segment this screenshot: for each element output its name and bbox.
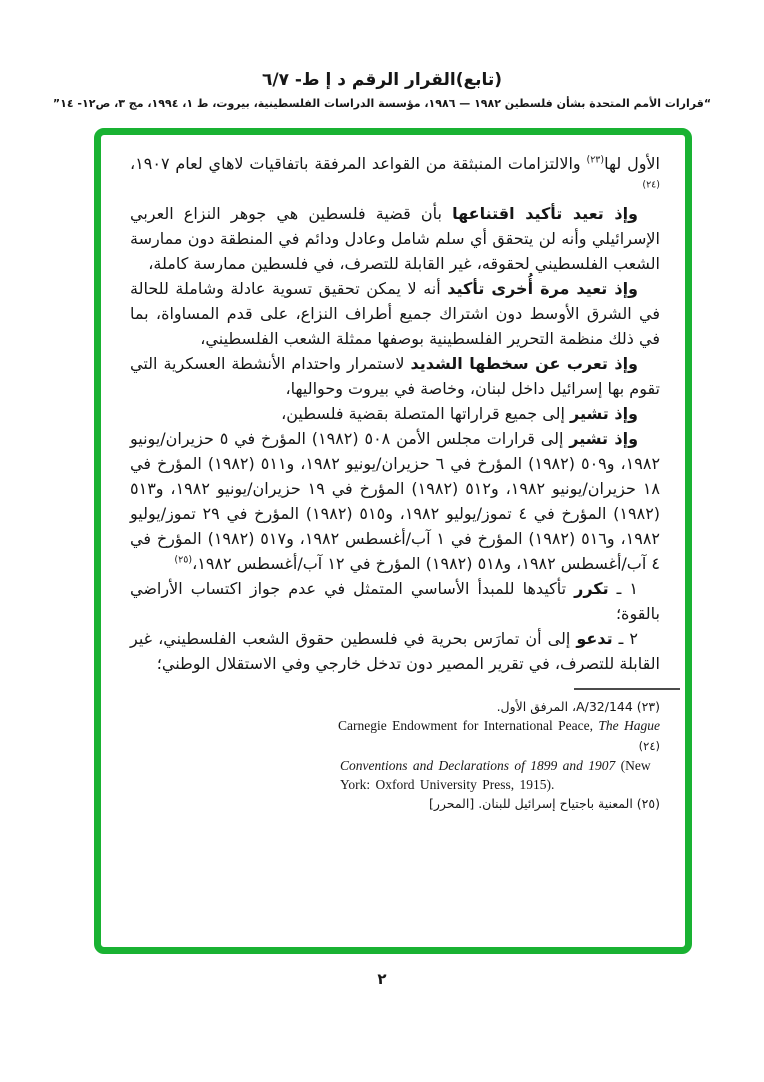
source-citation: “قرارات الأمم المتحدة بشأن فلسطين ١٩٨٢ — ١٩٨٦، مؤسسة الدراسات الفلسطينية، بيروت، ط ١، ١٩٩٤، مج ٣، ص١٢- ١٤”: [52, 97, 712, 110]
footnote-24: [320, 716, 660, 794]
footnote-marker: (٢٤): [638, 739, 660, 753]
footnote-ref-23: (٢٣): [586, 154, 605, 166]
citation-text: (New: [615, 758, 651, 773]
resolution-title: (تابع)القرار الرقم د إ ط- ٦/٧: [261, 70, 502, 90]
page-number: ٢: [377, 970, 387, 988]
footnote-23: [130, 697, 660, 716]
footnote-separator: [574, 688, 680, 690]
footnote-citation-line: York: Oxford University Press, 1915).: [340, 777, 555, 792]
paragraph-preambular: [130, 201, 660, 276]
para-number: ١ ـ: [608, 579, 639, 598]
footnote-citation-line: [320, 716, 660, 756]
para-lead: وإذ تعيد تأكيد اقتناعها: [452, 204, 638, 223]
citation-title: Conventions and Declarations of 1899 and 1907: [340, 758, 616, 773]
para-text: تأكيدها للمبدأ الأساسي المتمثل في عدم جواز اكتساب الأراضي بالقوة؛: [130, 579, 660, 623]
para-text: إلى أن تمارَس بحرية في فلسطين حقوق الشعب الفلسطيني، غير القابلة للتصرف، في تقرير المصير دون تدخل خارجي وفي الاستقلال الوطني؛: [130, 629, 660, 673]
para-text: إلى قرارات مجلس الأمن ٥٠٨ (١٩٨٢) المؤرخ في ٥ حزيران/يونيو ١٩٨٢، و٥٠٩ (١٩٨٢) المؤرخ في ٦ حزيران/يونيو ١٩٨٢، و٥١١ (١٩٨٢) المؤرخ في ١٨ حزيران/يونيو ١٩٨٢، و٥١٢ (١٩٨٢) المؤرخ في ١٩ حزيران/يونيو ١٩٨٢، و٥١٣ (١٩٨٢) المؤرخ في ٤ تموز/يوليو ١٩٨٢، و٥١٥ (١٩٨٢) المؤرخ في ٢٩ تموز/يوليو ١٩٨٢، و٥١٦ (١٩٨٢) المؤرخ في ١ آب/أغسطس ١٩٨٢، و٥١٧ (١٩٨٢) المؤرخ في ٤ آب/أغسطس ١٩٨٢، و٥١٨ (١٩٨٢) المؤرخ في ١٢ آب/أغسطس ١٩٨٢،: [130, 429, 661, 573]
paragraph-preambular: [130, 276, 660, 351]
para-lead: وإذ تشير: [569, 429, 639, 448]
para-lead: وإذ تعيد مرة أُخرى تأكيد: [447, 279, 639, 298]
paragraph-continuation: [130, 151, 660, 201]
footnote-ref-24: (٢٤): [642, 179, 660, 191]
footnote-text: ، المرفق الأول.: [496, 699, 577, 714]
footnote-citation-line: [320, 756, 660, 775]
document-frame: [94, 128, 692, 954]
paragraph-operative-2: [130, 626, 660, 676]
body-text: [130, 151, 660, 676]
footnote-marker: (٢٣): [632, 699, 660, 714]
footnote-25: (٢٥) المعنية باجتياح إسرائيل للبنان. [المحرر]: [428, 796, 660, 811]
para-lead: وإذ تشير: [570, 404, 638, 423]
para-lead: تدعو: [576, 629, 613, 648]
paragraph-operative-1: [130, 576, 660, 626]
para-text: أنه لا يمكن تحقيق تسوية عادلة وشاملة للحالة في الشرق الأوسط دون اشتراك جميع أطراف النزاع، على قدم المساواة، بما في ذلك منظمة التحرير الفلسطينية بوصفها ممثلة الشعب الفلسطيني،: [130, 279, 660, 348]
para-number: ٢ ـ: [612, 629, 639, 648]
page-header: [0, 70, 764, 110]
citation-text: Carnegie Endowment for International Peace,: [337, 718, 599, 733]
para-text: بأن قضية فلسطين هي جوهر النزاع العربي الإسرائيلي وأنه لن يتحقق أي سلم شامل وعادل ودائم في المنطقة دون ممارسة الشعب الفلسطيني لحقوقه، غير القابلة للتصرف، في فلسطين ممارسة كاملة،: [130, 204, 660, 273]
para-text: والالتزامات المنبثقة من القواعد المرفقة باتفاقيات لاهاي لعام ١٩٠٧،: [130, 154, 587, 173]
document-page: [0, 70, 764, 988]
para-text: لاستمرار واحتدام الأنشطة العسكرية التي تقوم بها إسرائيل داخل لبنان، وخاصة في بيروت وحواليها،: [130, 354, 660, 398]
para-lead: تكرر: [574, 579, 609, 598]
paragraph-preambular: [130, 401, 660, 426]
footnote-document-ref: A/32/144: [576, 699, 633, 714]
para-lead: وإذ تعرب عن سخطها الشديد: [410, 354, 638, 373]
paragraph-preambular: [130, 351, 660, 401]
footnote-ref-25: (٢٥): [174, 554, 193, 566]
para-text: الأول لها: [604, 154, 660, 173]
para-text: إلى جميع قراراتها المتصلة بقضية فلسطين،: [281, 404, 571, 423]
paragraph-preambular: [130, 426, 660, 576]
footnotes: [130, 697, 660, 813]
citation-title: The Hague: [598, 718, 660, 733]
